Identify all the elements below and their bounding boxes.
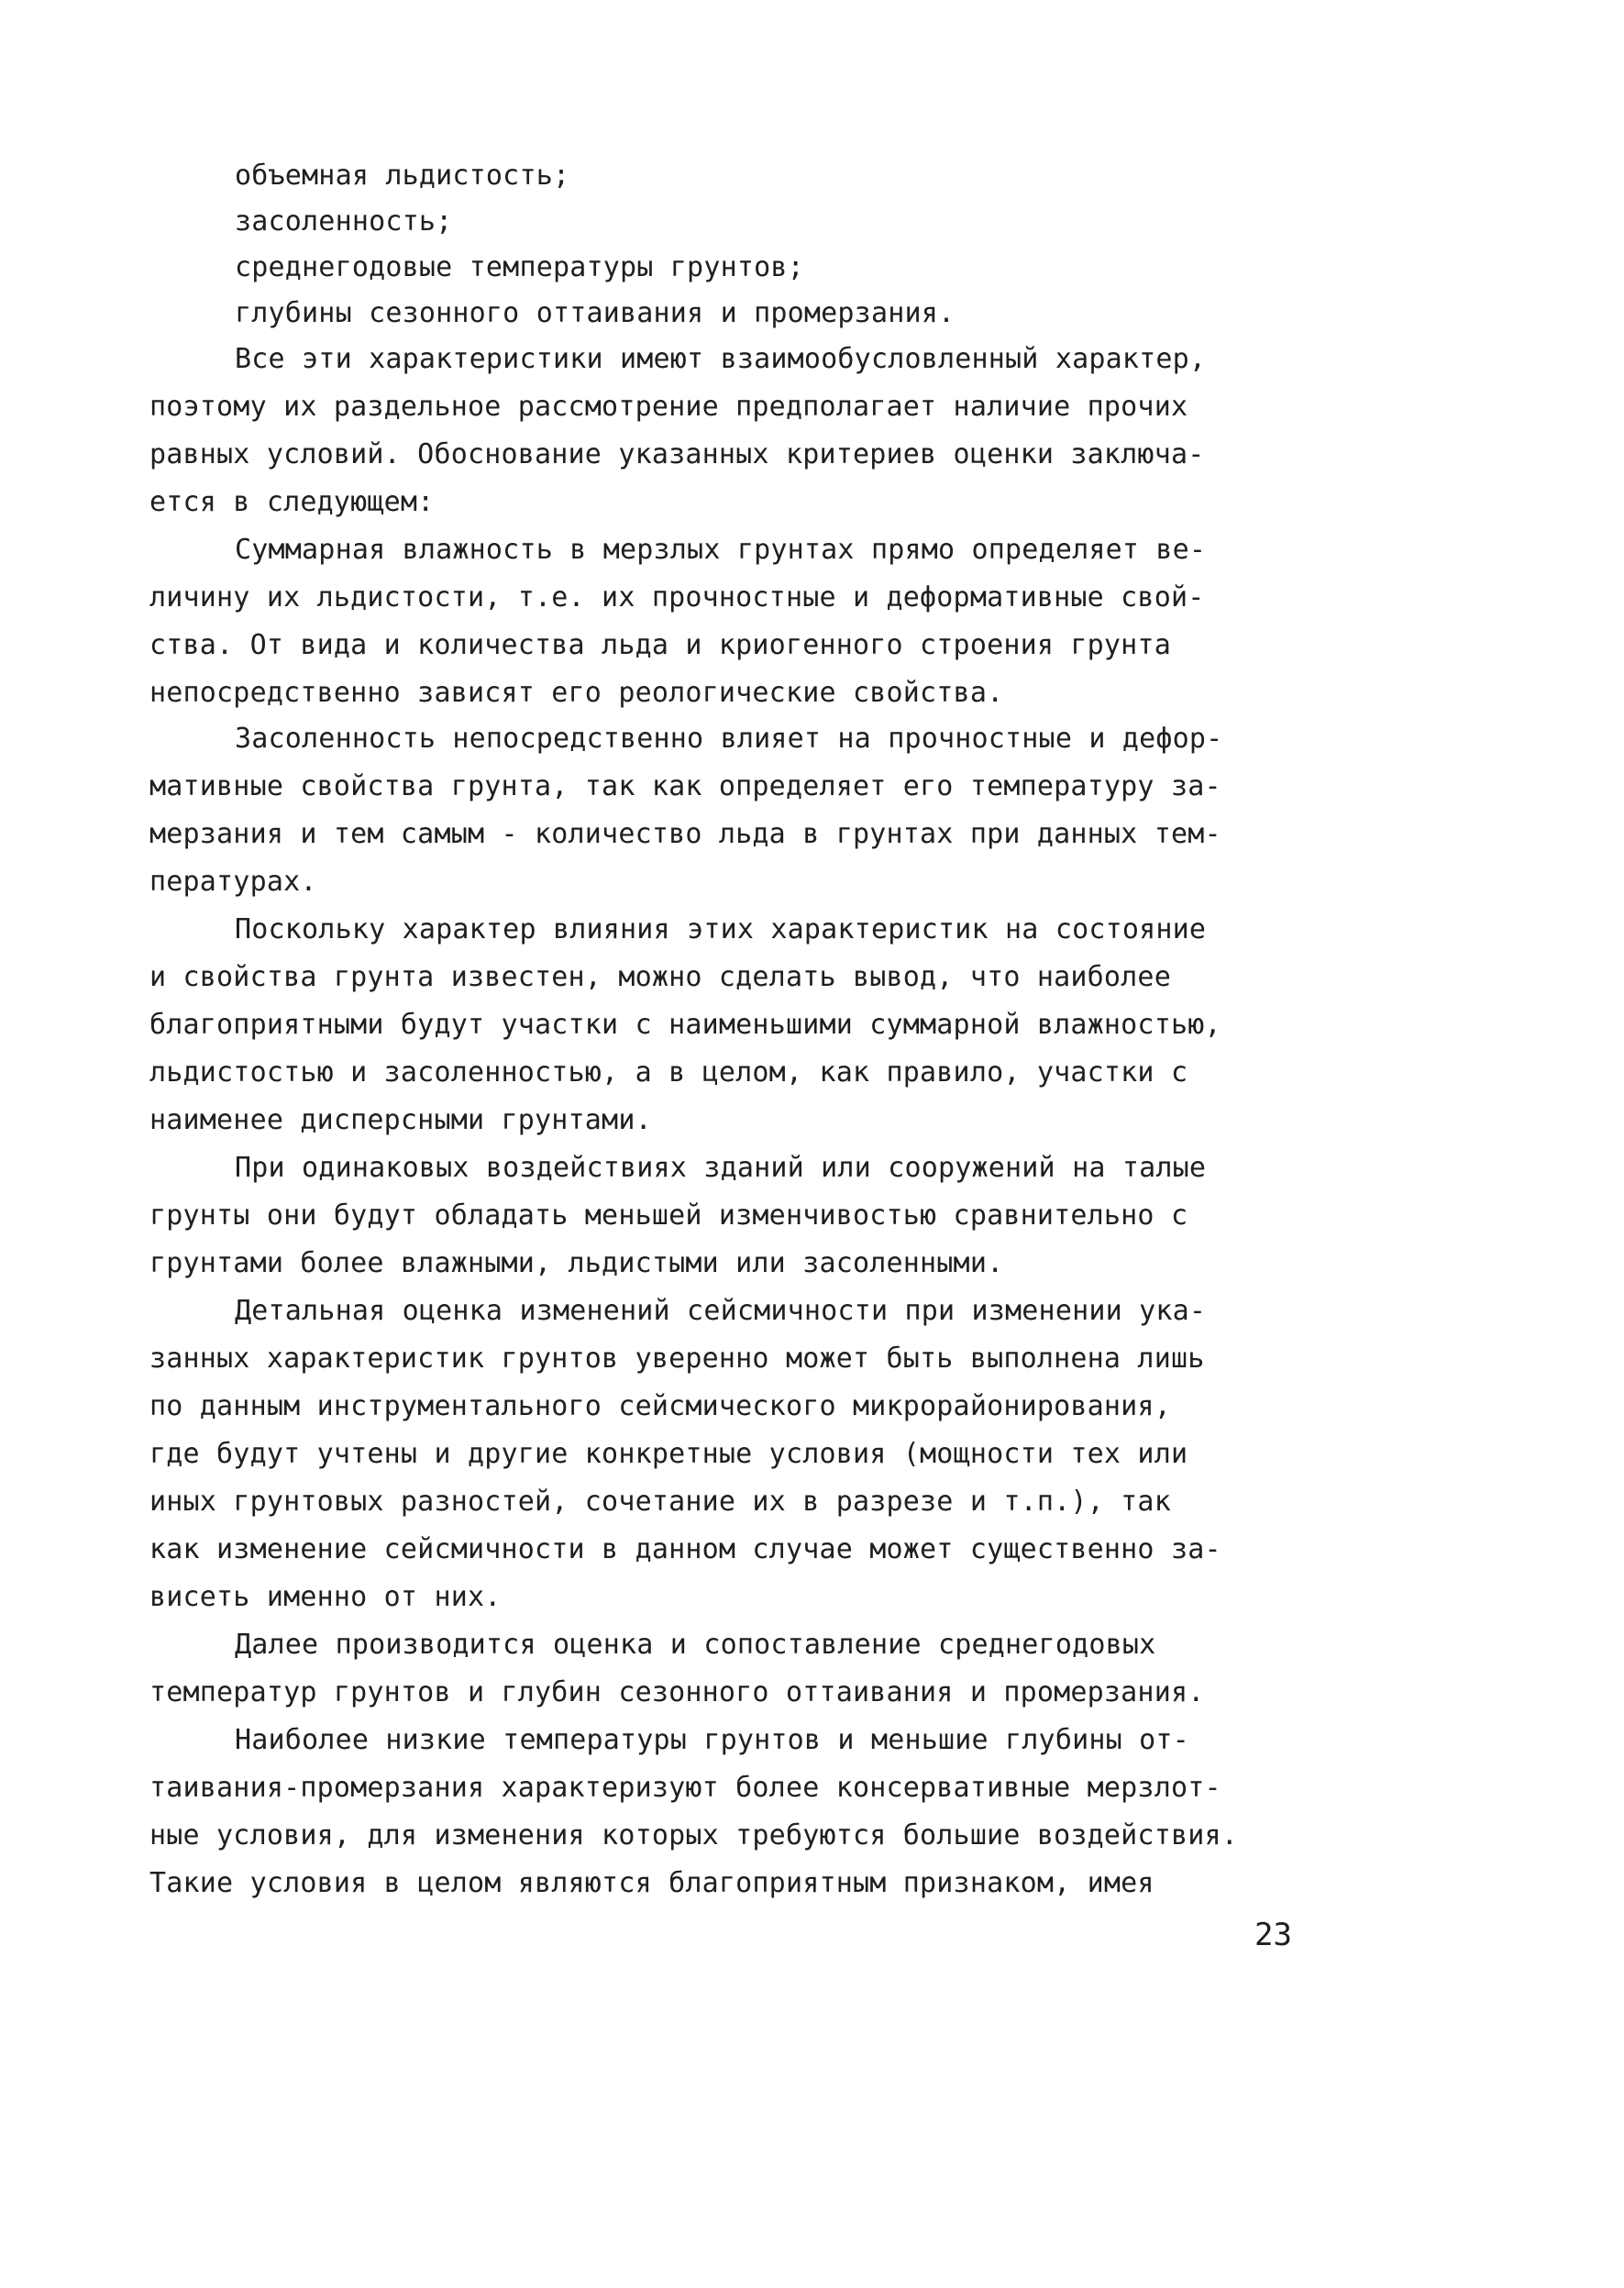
text-line: грунтами более влажными, льдистыми или засоленными.: [149, 1247, 1004, 1279]
text-line: Наиболее низкие температуры грунтов и меньшие глубины от-: [235, 1724, 1189, 1756]
text-line: как изменение сейсмичности в данном случае может существенно за-: [149, 1533, 1221, 1565]
text-line: мерзания и тем самым - количество льда в грунтах при данных тем-: [149, 818, 1221, 850]
text-line: личину их льдистости, т.е. их прочностные и деформативные свой-: [149, 581, 1205, 613]
text-line: среднегодовые температуры грунтов;: [235, 251, 804, 283]
text-line: наименее дисперсными грунтами.: [149, 1104, 652, 1136]
text-line: занных характеристик грунтов уверенно может быть выполнена лишь: [149, 1343, 1205, 1375]
text-line: равных условий. Обоснование указанных критериев оценки заключа-: [149, 438, 1205, 470]
text-line: Далее производится оценка и сопоставление среднегодовых: [235, 1629, 1156, 1661]
text-line: ные условия, для изменения которых требуются большие воздействия.: [149, 1819, 1238, 1851]
text-line: температур грунтов и глубин сезонного оттаивания и промерзания.: [149, 1676, 1205, 1708]
text-line: висеть именно от них.: [149, 1581, 502, 1613]
text-line: глубины сезонного оттаивания и промерзания.: [235, 297, 956, 329]
text-line: и свойства грунта известен, можно сделать вывод, что наиболее: [149, 961, 1171, 993]
text-line: льдистостью и засоленностью, а в целом, как правило, участки с: [149, 1056, 1188, 1089]
text-line: засоленность;: [235, 205, 453, 238]
text-line: При одинаковых воздействиях зданий или сооружений на талые: [235, 1152, 1207, 1184]
text-line: Суммарная влажность в мерзлых грунтах прямо определяет ве-: [235, 534, 1207, 566]
text-line: Детальная оценка изменений сейсмичности при изменении ука-: [235, 1295, 1207, 1327]
text-line: где будут учтены и другие конкретные условия (мощности тех или: [149, 1438, 1188, 1470]
text-line: непосредственно зависят его реологические свойства.: [149, 677, 1004, 709]
text-line: поэтому их раздельное рассмотрение предполагает наличие прочих: [149, 391, 1188, 423]
text-line: Все эти характеристики имеют взаимообусловленный характер,: [235, 343, 1207, 375]
text-line: грунты они будут обладать меньшей изменчивостью сравнительно с: [149, 1199, 1188, 1232]
text-line: мативные свойства грунта, так как определяет его температуру за-: [149, 770, 1221, 802]
text-line: Такие условия в целом являются благоприятным признаком, имея: [149, 1867, 1154, 1899]
text-line: таивания-промерзания характеризуют более консервативные мерзлот-: [149, 1772, 1221, 1804]
text-line: Поскольку характер влияния этих характеристик на состояние: [235, 913, 1207, 945]
text-line: Засоленность непосредственно влияет на прочностные и дефор-: [235, 723, 1223, 755]
page-number: 23: [1254, 1917, 1292, 1953]
text-line: ется в следующем:: [149, 486, 435, 518]
text-line: благоприятными будут участки с наименьшими суммарной влажностью,: [149, 1009, 1221, 1041]
text-line: объемная льдистость;: [235, 160, 570, 192]
text-line: пературах.: [149, 866, 317, 898]
text-line: ства. От вида и количества льда и криогенного строения грунта: [149, 629, 1171, 661]
text-line: по данным инструментального сейсмического микрорайонирования,: [149, 1390, 1171, 1422]
text-line: иных грунтовых разностей, сочетание их в разрезе и т.п.), так: [149, 1486, 1171, 1518]
